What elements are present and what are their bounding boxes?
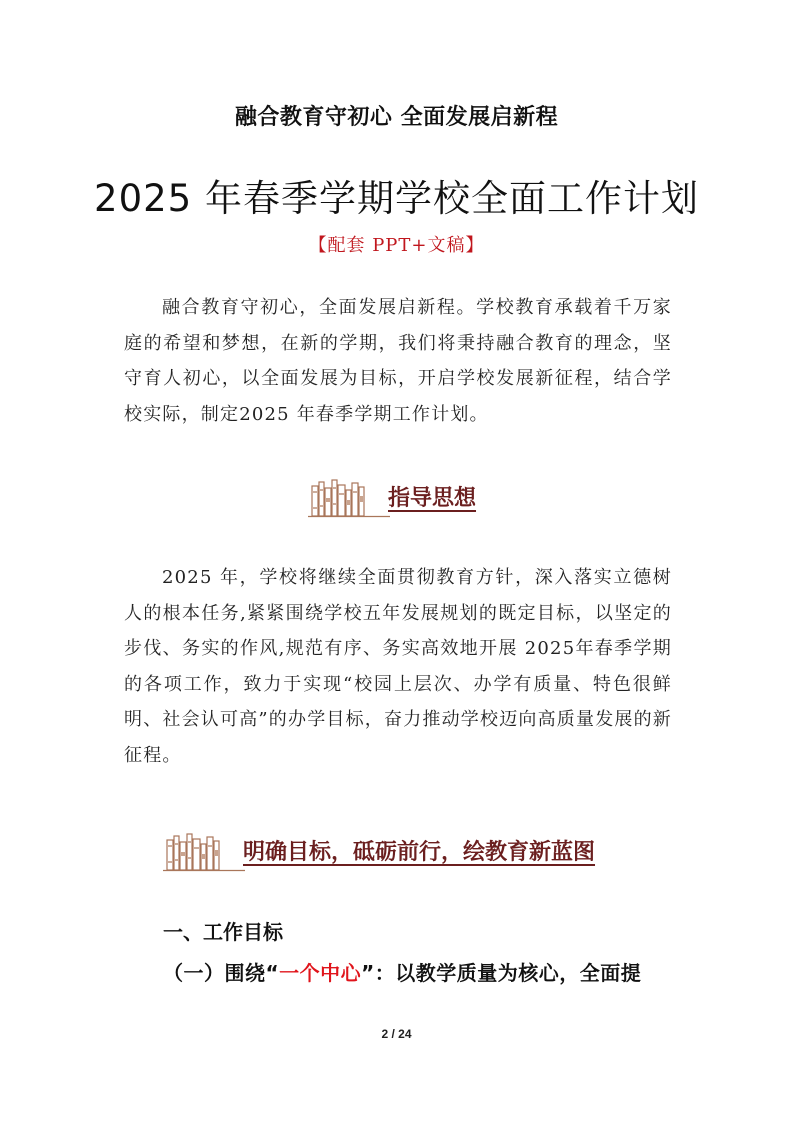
goal-item-1 (163, 957, 683, 986)
companion-tag: 【配套 PPT+文稿】 (308, 235, 485, 256)
goals-heading (163, 832, 595, 872)
document-title: 2025 年春季学期学校全面工作计划 (94, 177, 699, 220)
books-icon (308, 478, 390, 518)
goals-heading-text: 明确目标，砥砺前行，绘教育新蓝图 (243, 840, 596, 865)
page-number: 2 / 24 (381, 1027, 412, 1041)
guiding-heading (308, 478, 476, 518)
intro-paragraph: 融合教育守初心，全面发展启新程。学校教育承载着千万家庭的希望和梦想，在新的学期，我们将秉持融合教育的理念，坚守育人初心，以全面发展为目标，开启学校发展新征程，结合学校实际，制定2025 年春季学期工作计划。 (124, 297, 672, 425)
section-title-work-goals: 一、工作目标 (163, 920, 283, 944)
document-subtitle: 融合教育守初心 全面发展启新程 (234, 105, 559, 130)
guiding-heading-text: 指导思想 (388, 486, 477, 511)
goal-item-suffix: ”：以教学质量为核心，全面提 (361, 961, 642, 985)
books-icon (163, 832, 245, 872)
goal-item-highlight: 一个中心 (279, 961, 362, 985)
guiding-paragraph: 2025 年，学校将继续全面贯彻教育方针，深入落实立德树人的根本任务,紧紧围绕学校五年发展规划的既定目标，以坚定的步伐、务实的作风,规范有序、务实高效地开展 2025年春季学期的各项工作，致力于实现“校园上层次、办学有质量、特色很鲜明、社会认可高”的办学目标，奋力推动学校迈向高质量发展的新征程。 (124, 567, 672, 766)
goal-item-prefix: （一）围绕“ (163, 961, 280, 985)
